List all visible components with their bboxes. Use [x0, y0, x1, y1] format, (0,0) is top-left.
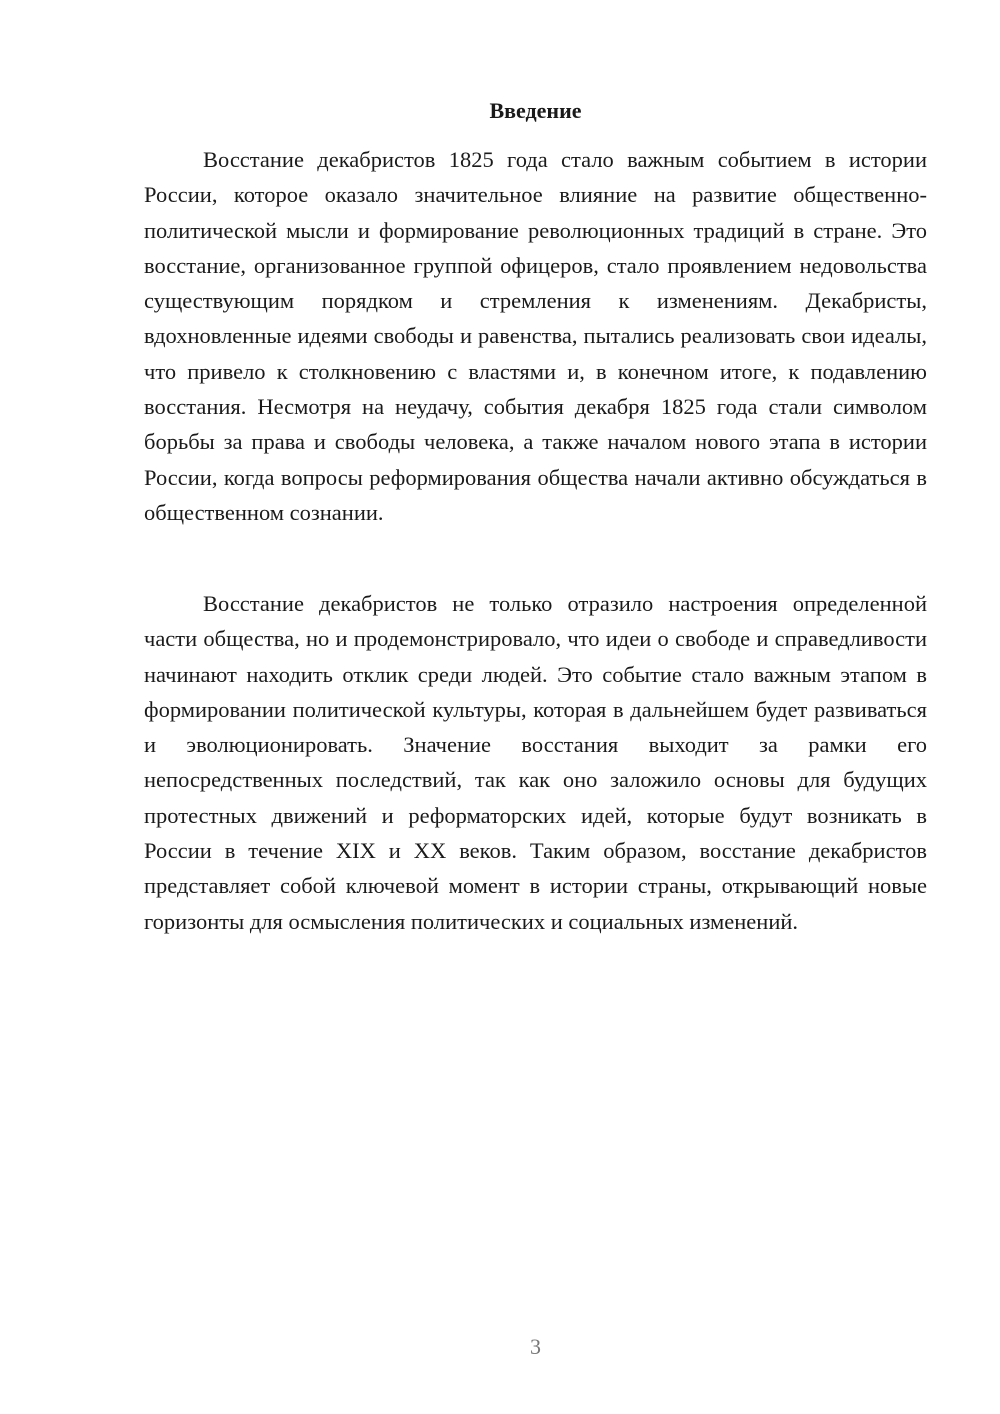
paragraph-2: Восстание декабристов не только отразило настроения определенной части общества, но и продемонстрировало, что идеи о свободе и справедливости начинают находить отклик среди людей. Это событие стало важным этапом в формировании политической культуры, которая в дальнейшем будет развиваться и эволюционировать. Значение восстания выходит за рамки его непосредственных последствий, так как оно заложило основы для будущих протестных движений и реформаторских идей, которые будут возникать в России в течение XIX и XX веков. Таким образом, восстание декабристов представляет собой ключевой момент в истории страны, открывающий новые горизонты для осмысления политических и социальных изменений.	[144, 591, 927, 934]
section-heading: Введение	[489, 98, 582, 123]
page-number: 3	[530, 1334, 541, 1359]
paragraph-1: Восстание декабристов 1825 года стало важным событием в истории России, которое оказало значительное влияние на развитие общественно-политической мысли и формирование революционных традиций в стране. Это восстание, организованное группой офицеров, стало проявлением недовольства существующим порядком и стремления к изменениям. Декабристы, вдохновленные идеями свободы и равенства, пытались реализовать свои идеалы, что привело к столкновению с властями и, в конечном итоге, к подавлению восстания. Несмотря на неудачу, события декабря 1825 года стали символом борьбы за права и свободы человека, а также началом нового этапа в истории России, когда вопросы реформирования общества начали активно обсуждаться в общественном сознании.	[144, 147, 927, 525]
